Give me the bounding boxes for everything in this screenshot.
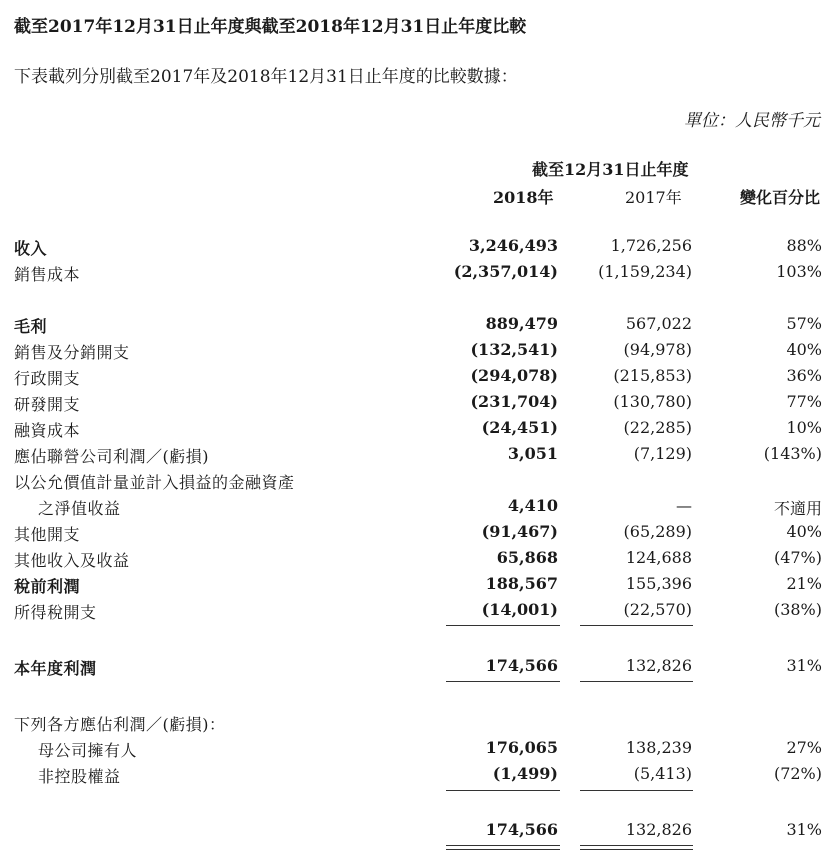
unit-note: 單位：人民幣千元 [684, 111, 820, 131]
value-change: 40% [786, 340, 822, 359]
row-label: 稅前利潤 [14, 577, 81, 596]
row-label: 毛利 [14, 317, 48, 336]
row-label: 其他開支 [14, 525, 81, 544]
table-row-fvtpl-heading [0, 470, 839, 494]
value-2017: 1,726,256 [610, 236, 692, 255]
double-rule-top-2018 [446, 845, 560, 846]
value-change: 77% [786, 392, 822, 411]
value-2018: (294,078) [470, 366, 558, 385]
value-2017: 567,022 [625, 314, 692, 333]
value-2018: 3,246,493 [468, 236, 558, 255]
row-label: 下列各方應佔利潤／(虧損)： [14, 715, 226, 734]
value-2018: (14,001) [481, 600, 558, 619]
row-label: 以公允價值計量並計入損益的金融資產 [14, 473, 295, 492]
value-2018: 188,567 [485, 574, 558, 593]
row-label: 其他收入及收益 [14, 551, 130, 570]
value-change: 31% [786, 656, 822, 675]
row-label: 收入 [14, 239, 48, 258]
total-rule-2018 [446, 681, 560, 682]
value-2017: (65,289) [623, 522, 692, 541]
row-label: 銷售成本 [14, 265, 81, 284]
double-rule-top-2017 [580, 845, 693, 846]
value-2018: 174,566 [485, 820, 558, 839]
value-2017: — [676, 496, 692, 515]
value-change: 31% [786, 820, 822, 839]
column-header-change: 變化百分比 [739, 188, 820, 207]
table-row-profit-before-tax [0, 574, 839, 598]
subtotal-rule-2018 [446, 625, 560, 626]
value-change: 21% [786, 574, 822, 593]
value-2017: (22,570) [623, 600, 692, 619]
value-2017: (130,780) [613, 392, 692, 411]
row-label: 研發開支 [14, 395, 81, 414]
value-change: (143%) [763, 444, 822, 463]
value-2018: 4,410 [507, 496, 558, 515]
value-2017: (215,853) [613, 366, 692, 385]
total-rule-2017 [580, 681, 693, 682]
period-header: 截至12月31日止年度 [532, 160, 689, 179]
section-title: 截至2017年12月31日止年度與截至2018年12月31日止年度比較 [14, 17, 527, 37]
table-row-attributable-heading [0, 712, 839, 736]
table-row-grand-total [0, 820, 839, 844]
value-2018: 176,065 [485, 738, 558, 757]
table-row-gross-profit [0, 314, 839, 338]
value-2017: 138,239 [625, 738, 692, 757]
value-2017: (94,978) [623, 340, 692, 359]
row-label: 本年度利潤 [14, 659, 97, 678]
row-label: 行政開支 [14, 369, 81, 388]
row-label: 所得稅開支 [14, 603, 97, 622]
value-2017: (5,413) [633, 764, 692, 783]
intro-text: 下表載列分別截至2017年及2018年12月31日止年度的比較數據： [14, 67, 518, 87]
table-row-cost-of-sales [0, 262, 839, 286]
value-change: (72%) [773, 764, 822, 783]
value-2017: (7,129) [633, 444, 692, 463]
table-row-associates-share [0, 444, 839, 468]
row-label: 銷售及分銷開支 [14, 343, 130, 362]
value-2018: (24,451) [481, 418, 558, 437]
table-row-non-controlling [0, 764, 839, 788]
row-label: 融資成本 [14, 421, 81, 440]
value-2017: 124,688 [625, 548, 692, 567]
value-2017: 155,396 [625, 574, 692, 593]
value-2018: 174,566 [485, 656, 558, 675]
value-2017: (1,159,234) [598, 262, 692, 281]
value-2018: 889,479 [485, 314, 558, 333]
row-label: 之淨值收益 [38, 499, 121, 518]
row-label: 應佔聯營公司利潤／(虧損) [14, 447, 209, 466]
subtotal-rule-2017 [580, 625, 693, 626]
value-change: 10% [786, 418, 822, 437]
value-2018: 3,051 [507, 444, 558, 463]
value-change: (38%) [773, 600, 822, 619]
value-2018: (231,704) [470, 392, 558, 411]
final-rule-2018 [446, 790, 560, 791]
value-change: 27% [786, 738, 822, 757]
row-label: 非控股權益 [38, 767, 121, 786]
value-2017: 132,826 [625, 820, 692, 839]
value-2018: (91,467) [481, 522, 558, 541]
table-row-fvtpl-net-gain [0, 496, 839, 520]
table-row-owners-of-parent [0, 738, 839, 762]
table-row-profit-for-year [0, 656, 839, 680]
value-change: 88% [786, 236, 822, 255]
table-row-income-tax [0, 600, 839, 624]
value-2018: (1,499) [492, 764, 558, 783]
table-row-other-income [0, 548, 839, 572]
value-2018: 65,868 [496, 548, 558, 567]
value-change: 57% [786, 314, 822, 333]
row-label: 母公司擁有人 [38, 741, 138, 760]
value-2017: 132,826 [625, 656, 692, 675]
value-change: 36% [786, 366, 822, 385]
table-row-finance-costs [0, 418, 839, 442]
value-2017: (22,285) [623, 418, 692, 437]
value-change: 40% [786, 522, 822, 541]
value-2018: (2,357,014) [453, 262, 558, 281]
table-row-revenue [0, 236, 839, 260]
table-row-rnd-expenses [0, 392, 839, 416]
column-header-2018: 2018年 [493, 188, 554, 207]
column-header-2017: 2017年 [625, 188, 682, 207]
table-row-selling-expenses [0, 340, 839, 364]
value-change: (47%) [773, 548, 822, 567]
table-row-admin-expenses [0, 366, 839, 390]
value-2018: (132,541) [470, 340, 558, 359]
final-rule-2017 [580, 790, 693, 791]
value-change: 103% [776, 262, 822, 281]
double-rule-bottom-2017 [580, 849, 693, 850]
table-row-other-expenses [0, 522, 839, 546]
value-change: 不適用 [773, 499, 822, 518]
double-rule-bottom-2018 [446, 849, 560, 850]
